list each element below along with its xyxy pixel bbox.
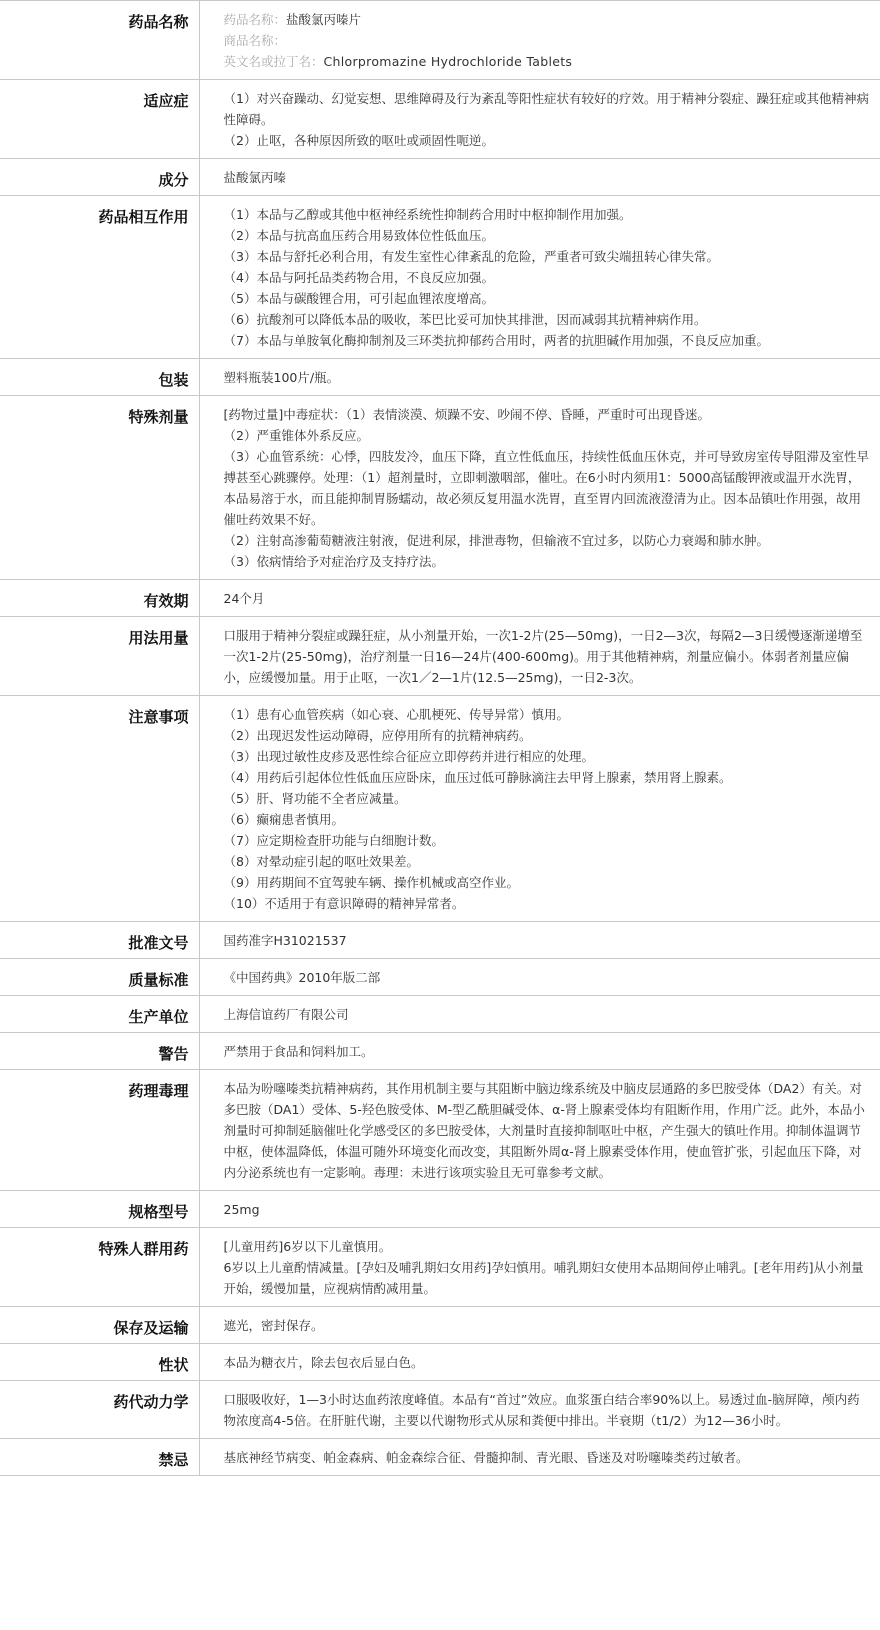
drug-interactions-line: （5）本品与碳酸锂合用，可引起血锂浓度增高。 — [223, 291, 494, 306]
row-drug-interactions — [0, 196, 880, 359]
label-pharmacology-toxicology: 药理毒理 — [0, 1070, 199, 1191]
value-warning — [199, 1033, 880, 1070]
indications-line: （1）对兴奋躁动、幻觉妄想、思维障碍及行为紊乱等阳性症状有较好的疗效。用于精神分裂症、躁狂症或其他精神病性障碍。 — [223, 91, 869, 127]
packaging-line: 塑料瓶装100片/瓶。 — [223, 370, 340, 385]
row-ingredients — [0, 159, 880, 196]
contraindications-line: 基底神经节病变、帕金森病、帕金森综合征、骨髓抑制、青光眼、昏迷及对吩噻嗪类药过敏者。 — [223, 1450, 749, 1465]
label-manufacturer: 生产单位 — [0, 996, 199, 1033]
label-appearance: 性状 — [0, 1344, 199, 1381]
ingredients-line: 盐酸氯丙嗪 — [223, 170, 287, 185]
precautions-line: （3）出现过敏性皮疹及恶性综合征应立即停药并进行相应的处理。 — [223, 749, 594, 764]
drug-interactions-line: （7）本品与单胺氧化酶抑制剂及三环类抗抑郁药合用时，两者的抗胆碱作用加强，不良反应加重。 — [223, 333, 769, 348]
storage-transport-line: 遮光，密封保存。 — [223, 1318, 324, 1333]
drug-interactions-line: （4）本品与阿托品类药物合用，不良反应加强。 — [223, 270, 494, 285]
label-storage-transport: 保存及运输 — [0, 1307, 199, 1344]
english-name-key: 英文名或拉丁名： — [223, 54, 324, 69]
value-pharmacokinetics — [199, 1381, 880, 1439]
precautions-line: （5）肝、肾功能不全者应减量。 — [223, 791, 407, 806]
label-dosage-usage: 用法用量 — [0, 617, 199, 696]
value-ingredients — [199, 159, 880, 196]
label-packaging: 包装 — [0, 359, 199, 396]
row-packaging — [0, 359, 880, 396]
dosage-usage-line: 口服用于精神分裂症或躁狂症，从小剂量开始，一次1-2片(25—50mg)，一日2—3次，每隔2—3日缓慢逐渐递增至一次1-2片(25-50mg)，治疗剂量一日16—24片(400-600mg)。用于其他精神病，剂量应偏小。体弱者剂量应偏小，应缓慢加量。用于止呕，一次1／2—1片(12.5—25mg)，一日2-3次。 — [223, 628, 863, 685]
label-ingredients: 成分 — [0, 159, 199, 196]
row-manufacturer — [0, 996, 880, 1033]
label-warning: 警告 — [0, 1033, 199, 1070]
value-specification — [199, 1191, 880, 1228]
row-special-populations — [0, 1228, 880, 1307]
value-quality-standard — [199, 959, 880, 996]
drug-interactions-line: （3）本品与舒托必利合用，有发生室性心律紊乱的危险，严重者可致尖端扭转心律失常。 — [223, 249, 719, 264]
precautions-line: （4）用药后引起体位性低血压应卧床，血压过低可静脉滴注去甲肾上腺素，禁用肾上腺素。 — [223, 770, 732, 785]
row-dosage-usage — [0, 617, 880, 696]
value-approval-number — [199, 922, 880, 959]
value-pharmacology-toxicology — [199, 1070, 880, 1191]
special-dosage-line: [药物过量]中毒症状：（1）表情淡漠、烦躁不安、吵闹不停、昏睡，严重时可出现昏迷。 — [223, 407, 710, 422]
label-drug-interactions: 药品相互作用 — [0, 196, 199, 359]
english-name-line — [224, 51, 871, 72]
drug-interactions-line: （2）本品与抗高血压药合用易致体位性低血压。 — [223, 228, 494, 243]
row-special-dosage — [0, 396, 880, 580]
special-populations-line: 6岁以上儿童酌情减量。[孕妇及哺乳期妇女用药]孕妇慎用。哺乳期妇女使用本品期间停止哺乳。[老年用药]从小剂量开始，缓慢加量，应视病情酌减用量。 — [223, 1260, 864, 1296]
manufacturer-line: 上海信谊药厂有限公司 — [223, 1007, 349, 1022]
row-contraindications — [0, 1439, 880, 1476]
row-indications — [0, 80, 880, 159]
special-dosage-line: （3）依病情给予对症治疗及支持疗法。 — [223, 554, 444, 569]
value-manufacturer — [199, 996, 880, 1033]
precautions-line: （6）癫痫患者慎用。 — [223, 812, 344, 827]
row-storage-transport — [0, 1307, 880, 1344]
pharmacokinetics-line: 口服吸收好，1—3小时达血药浓度峰值。本品有“首过”效应。血浆蛋白结合率90%以上。易透过血-脑屏障，颅内药物浓度高4-5倍。在肝脏代谢，主要以代谢物形式从尿和粪便中排出。半衰期（t1/2）为12—36小时。 — [223, 1392, 860, 1428]
label-approval-number: 批准文号 — [0, 922, 199, 959]
precautions-line: （8）对晕动症引起的呕吐效果差。 — [223, 854, 419, 869]
value-appearance — [199, 1344, 880, 1381]
precautions-line: （1）患有心血管疾病（如心衰、心肌梗死、传导异常）慎用。 — [223, 707, 569, 722]
label-pharmacokinetics: 药代动力学 — [0, 1381, 199, 1439]
special-populations-line: [儿童用药]6岁以下儿童慎用。 — [223, 1239, 392, 1254]
precautions-line: （9）用药期间不宜驾驶车辆、操作机械或高空作业。 — [223, 875, 519, 890]
drug-name-key: 药品名称： — [223, 12, 287, 27]
drug-name-line — [224, 9, 871, 30]
warning-line: 严禁用于食品和饲料加工。 — [223, 1044, 374, 1059]
precautions-line: （10）不适用于有意识障碍的精神异常者。 — [223, 896, 465, 911]
value-indications — [199, 80, 880, 159]
value-dosage-usage — [199, 617, 880, 696]
quality-standard-line: 《中国药典》2010年版二部 — [223, 970, 381, 985]
value-expiry — [199, 580, 880, 617]
drug-name-value: 盐酸氯丙嗪片 — [286, 12, 362, 27]
value-contraindications — [199, 1439, 880, 1476]
special-dosage-line: （2）注射高渗葡萄糖液注射液，促进利尿，排泄毒物，但输液不宜过多，以防心力衰竭和肺水肿。 — [223, 533, 769, 548]
value-storage-transport — [199, 1307, 880, 1344]
specification-line: 25mg — [223, 1202, 260, 1217]
label-indications: 适应症 — [0, 80, 199, 159]
special-dosage-line: （2）严重锥体外系反应。 — [223, 428, 369, 443]
trade-name-line — [224, 30, 871, 51]
value-special-populations — [199, 1228, 880, 1307]
appearance-line: 本品为糖衣片，除去包衣后显白色。 — [223, 1355, 424, 1370]
row-expiry — [0, 580, 880, 617]
row-pharmacology-toxicology — [0, 1070, 880, 1191]
expiry-line: 24个月 — [223, 591, 265, 606]
label-precautions: 注意事项 — [0, 696, 199, 922]
pharmacology-toxicology-line: 本品为吩噻嗪类抗精神病药，其作用机制主要与其阻断中脑边缘系统及中脑皮层通路的多巴胺受体（DA2）有关。对多巴胺（DA1）受体、5-羟色胺受体、M-型乙酰胆碱受体、α-肾上腺素受体均有阻断作用，作用广泛。此外，本品小剂量时可抑制延脑催吐化学感受区的多巴胺受体，大剂量时直接抑制呕吐中枢，产生强大的镇吐作用。抑制体温调节中枢，使体温降低，体温可随外环境变化而改变，其阻断外周α-肾上腺素受体作用，使血管扩张，引起血压下降，对内分泌系统也有一定影响。毒理：未进行该项实验且无可靠参考文献。 — [223, 1081, 865, 1180]
row-quality-standard — [0, 959, 880, 996]
row-appearance — [0, 1344, 880, 1381]
precautions-line: （7）应定期检查肝功能与白细胞计数。 — [223, 833, 444, 848]
english-name-value: Chlorpromazine Hydrochloride Tablets — [323, 54, 573, 69]
special-dosage-line: （3）心血管系统：心悸，四肢发冷，血压下降，直立性低血压，持续性低血压休克，并可导致房室传导阻滞及室性早搏甚至心跳骤停。处理：（1）超剂量时，立即刺激咽部，催吐。在6小时内须用1：5000高锰酸钾液或温开水洗胃，本品易溶于水，而且能抑制胃肠蠕动，故必须反复用温水洗胃，直至胃内回流液澄清为止。因本品镇吐作用强，故用催吐药效果不好。 — [223, 449, 869, 527]
approval-number-line: 国药准字H31021537 — [223, 933, 347, 948]
drug-interactions-line: （1）本品与乙醇或其他中枢神经系统性抑制药合用时中枢抑制作用加强。 — [223, 207, 632, 222]
label-drug-name: 药品名称 — [0, 1, 199, 80]
value-precautions — [199, 696, 880, 922]
label-special-dosage: 特殊剂量 — [0, 396, 199, 580]
precautions-line: （2）出现迟发性运动障碍，应停用所有的抗精神病药。 — [223, 728, 532, 743]
row-specification — [0, 1191, 880, 1228]
row-precautions — [0, 696, 880, 922]
label-specification: 规格型号 — [0, 1191, 199, 1228]
row-drug-name — [0, 1, 880, 80]
label-contraindications: 禁忌 — [0, 1439, 199, 1476]
trade-name-key: 商品名称： — [223, 33, 287, 48]
label-special-populations: 特殊人群用药 — [0, 1228, 199, 1307]
indications-line: （2）止呕，各种原因所致的呕吐或顽固性呃逆。 — [223, 133, 494, 148]
value-packaging — [199, 359, 880, 396]
drug-interactions-line: （6）抗酸剂可以降低本品的吸收，苯巴比妥可加快其排泄，因而减弱其抗精神病作用。 — [223, 312, 707, 327]
row-pharmacokinetics — [0, 1381, 880, 1439]
value-drug-name — [199, 1, 880, 80]
value-special-dosage — [199, 396, 880, 580]
row-warning — [0, 1033, 880, 1070]
label-quality-standard: 质量标准 — [0, 959, 199, 996]
value-drug-interactions — [199, 196, 880, 359]
label-expiry: 有效期 — [0, 580, 199, 617]
row-approval-number — [0, 922, 880, 959]
